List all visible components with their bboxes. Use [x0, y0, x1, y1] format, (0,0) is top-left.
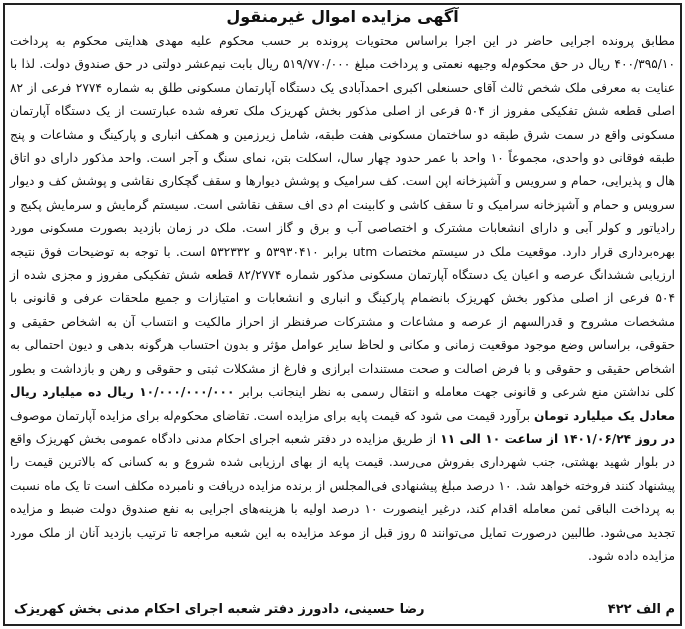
body-text-2: برآورد قیمت می شود که قیمت پایه برای مزایده است. تقاضای محکوم‌له برای مزایده آپارتمان موصوف [10, 408, 535, 423]
body-text-3: از طریق مزایده در دفتر شعبه اجرای احکام مدنی دادگاه عمومی بخش کهریزک واقع در بلوار شهید بهشتی، جنب شهرداری بفروش می‌رسد. قیمت پایه از بهای ارزیابی شده شروع و به کسانی که بالاترین قیمت را پیشنهاد کنند فروخته خواهد شد. ۱۰ درصد مبلغ پیشنهادی فی‌المجلس از برنده مزایده دریافت و نامبرده مکلف است تا یک ماه نسبت به پرداخت الباقی ثمن معامله اقدام کند، درغیر اینصورت ۱۰ درصد اولیه با هزینه‌های اجرایی به نفع صندوق دولت ضبط و مزایده تجدید می‌شود. طالبین درصورت تمایل می‌توانند ۵ روز قبل از موعد مزایده به این شعبه مراجعه تا ترتیب بازدید آنان از ملک مورد مزایده داده شود. [10, 431, 675, 563]
body-text-1: مطابق پرونده اجرایی حاضر در این اجرا براساس محتویات پرونده بر حسب محکوم علیه مهدی هدایتی محکوم به پرداخت ۴۰۰/۳۹۵/۱۰ ریال در حق محکوم‌له وجیهه نعمتی و پرداخت مبلغ ۵۱۹/۷۷۰/۰۰۰ ریال بابت نیم‌عشر دولتی در حق صندوق دولت. لذا با عنایت به معرفی ملک شخص ثالث آقای حسنعلی اکبری احمدآبادی یک دستگاه آپارتمان مسکونی طلق به شماره ۲۷۷۴ فرعی از ۸۲ اصلی قطعه شش تفکیکی مفروز از ۵۰۴ فرعی از اصلی مذکور بخش کهریزک ملک تعرفه شده عبارتست از یک دستگاه آپارتمان مسکونی واقع در سمت شرق طبقه دو ساختمان مسکونی هفت طبقه، شامل زیرزمین و همکف انباری و پارکینگ و مشاعات و پنج طبقه فوقانی دو واحدی، مجموعاً ۱۰ واحد با عمر حدود چهار سال، اسکلت بتن، نمای سنگ و آجر است. واحد مذکور دارای دو اتاق هال و پذیرایی، حمام و سرویس و آشپزخانه اپن است. کف سرامیک و پوشش دیوارها و سقف گچکاری نقاشی و پوشش کف و دیوار سرویس و حمام و آشپزخانه سرامیک و تا سقف کاشی و کابینت ام دی اف سقف نقاشی است. سیستم گرمایش و سرمایش پکیج و رادیاتور و کولر آبی و دارای انشعابات مشترک و اختصاصی آب و برق و گاز است. ملک در زمان بازدید بصورت مسکونی مورد بهره‌برداری قرار دارد. موقعیت ملک در سیستم مختصات utm برابر ۵۳۹۳۰۴۱۰ و ۵۳۲۳۳۲ است. با توجه به توضیحات فوق نتیجه ارزیابی ششدانگ عرصه و اعیان یک دستگاه آپارتمان مسکونی مذکور شماره ۸۲/۲۷۷۴ قطعه شش تفکیکی مفروز و مجزی شده از ۵۰۴ فرعی از اصلی مذکور بخش کهریزک بانضمام پارکینگ و انباری و انشعابات و امتیازات و جمیع ملحقات عرفی و قانونی با مشخصات مشروح و قدرالسهم از عرصه و مشاعات و مشترکات صرفنظر از احراز مالکیت و انتساب آن به اشخاص حقیقی و حقوقی، براساس وضع موجود موقعیت زمانی و مکانی و لحاظ سایر عوامل مؤثر و بدون احتساب هرگونه بدهی و دیون احتمالی به اشخاص حقیقی و حقوقی و با فرض اصالت و صحت مستندات ابرازی و فارغ از مشکلات ثبتی و حقوقی و رهن و بازداشت و بطور کلی نداشتن منع شرعی و قانونی جهت معامله و انتقال رسمی به نظر اینجانب برابر [10, 34, 676, 400]
signature: رضا حسینی، دادورز دفتر شعبه اجرای احکام مدنی بخش کهریزک [14, 602, 425, 617]
notice-content [10, 6, 675, 623]
notice-body [10, 30, 675, 568]
signature-row [10, 597, 675, 623]
notice-title: آگهی مزایده اموال غیرمنقول [226, 7, 459, 26]
reference-code: م الف ۴۲۲ [607, 602, 675, 617]
auction-date: در روز ۱۴۰۱/۰۶/۲۴ از ساعت ۱۰ الی ۱۱ [440, 431, 675, 446]
price-highlight: ۱۰/۰۰۰/۰۰۰/۰۰۰ ریال ده میلیارد ریال معادل یک میلیارد تومان [10, 385, 675, 423]
